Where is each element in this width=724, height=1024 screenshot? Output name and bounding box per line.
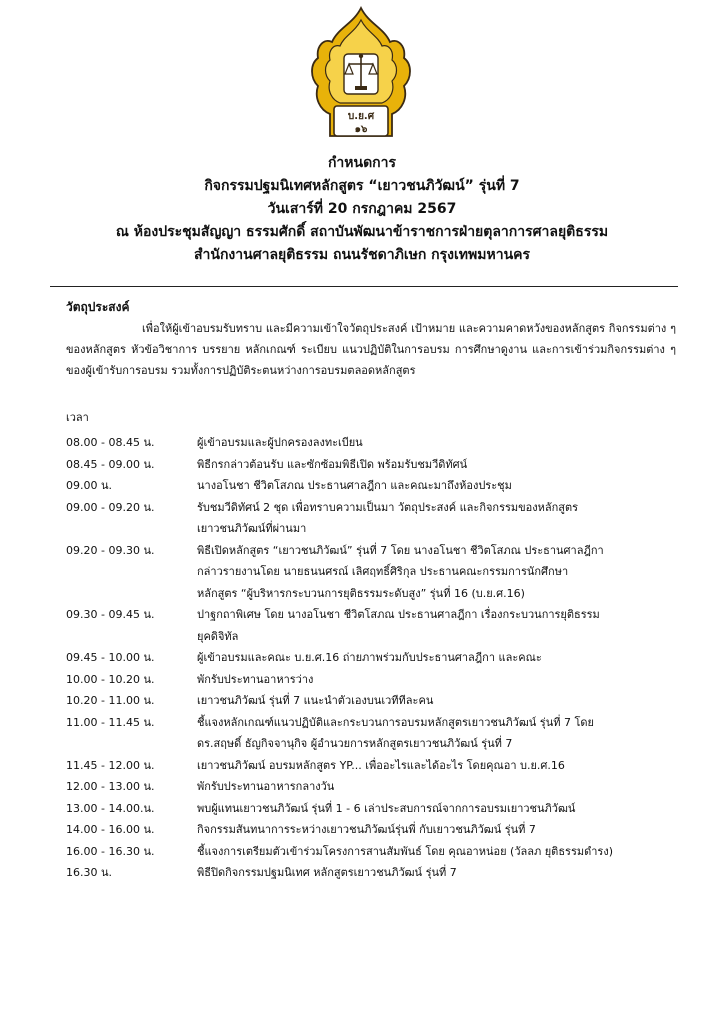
schedule-description	[197, 690, 666, 712]
document-header	[0, 152, 724, 267]
schedule-description-line: พิธีเปิดหลักสูตร “เยาวชนภิวัฒน์” รุ่นที่ 7 โดย นางอโนชา ชีวิตโสภณ ประธานศาลฎีกา	[197, 543, 604, 557]
header-divider	[50, 286, 678, 287]
schedule-description-line: เยาวชนภิวัฒน์ที่ผ่านมา	[197, 522, 307, 535]
schedule-time: 13.00 - 14.00.น.	[66, 801, 155, 815]
schedule-description-line: พักรับประทานอาหารกลางวัน	[197, 780, 335, 793]
schedule-time: 10.00 - 10.20 น.	[66, 672, 155, 686]
schedule-description-line: เยาวชนภิวัฒน์ อบรมหลักสูตร YP... เพื่ออะไรและได้อะไร โดยคุณอา บ.ย.ศ.16	[197, 758, 565, 772]
schedule-row	[66, 712, 666, 755]
schedule-row	[66, 475, 666, 497]
schedule-time: 09.45 - 10.00 น.	[66, 651, 155, 664]
schedule-row	[66, 755, 666, 777]
schedule-time: 08.00 - 08.45 น.	[66, 436, 155, 449]
schedule-description-line: รับชมวีดิทัศน์ 2 ชุด เพื่อทราบความเป็นมา วัตถุประสงค์ และกิจกรรมของหลักสูตร	[197, 500, 579, 514]
schedule-time: 11.45 - 12.00 น.	[66, 758, 155, 772]
schedule-description-line: ดร.สฤษดิ์ ธัญกิจจานุกิจ ผู้อำนวยการหลักสูตรเยาวชนภิวัฒน์ รุ่นที่ 7	[197, 737, 513, 750]
schedule-time: 09.00 - 09.20 น.	[66, 500, 155, 514]
schedule-description	[197, 798, 666, 820]
schedule-row	[66, 669, 666, 691]
schedule-row	[66, 540, 666, 605]
schedule-row	[66, 798, 666, 820]
schedule-description-line: ผู้เข้าอบรมและคณะ บ.ย.ศ.16 ถ่ายภาพร่วมกับประธานศาลฎีกา และคณะ	[197, 651, 542, 664]
schedule-description-line: กล่าวรายงานโดย นายธนนศรณ์ เลิศฤทธิ์ศิริกุล ประธานคณะกรรมการนักศึกษา	[197, 565, 569, 578]
schedule-row	[66, 432, 666, 454]
schedule-description	[197, 712, 666, 755]
objective-paragraph: เพื่อให้ผู้เข้าอบรมรับทราบ และมีความเข้าใจวัตถุประสงค์ เป้าหมาย และความคาดหวังของหลักสูตร กิจกรรมต่าง ๆ ของหลักสูตร หัวข้อวิชาการ บรรยาย หลักเกณฑ์ ระเบียบ แนวปฏิบัติในการอบรม การศึกษาดูงาน และการเข้าร่วมกิจกรรมต่าง ๆ ของผู้เข้ารับการอบรม รวมทั้งการปฏิบัติระตนหว่างการอบรมตลอดหลักสูตร	[66, 322, 676, 377]
document-title: กำหนดการ	[327, 155, 397, 171]
schedule-description	[197, 432, 666, 454]
schedule-row	[66, 604, 666, 647]
schedule-description	[197, 755, 666, 777]
schedule-description	[197, 841, 666, 863]
event-location: สำนักงานศาลยุติธรรม ถนนรัชดาภิเษก กรุงเทพมหานคร	[193, 247, 531, 263]
event-venue: ณ ห้องประชุมสัญญา ธรรมศักดิ์ สถาบันพัฒนาข้าราชการฝ่ายตุลาการศาลยุติธรรม	[115, 224, 609, 240]
schedule-time: 09.00 น.	[66, 479, 113, 492]
schedule-description-line: กิจกรรมสันทนาการระหว่างเยาวชนภิวัฒน์รุ่นพี่ กับเยาวชนภิวัฒน์ รุ่นที่ 7	[197, 823, 536, 836]
schedule-description	[197, 862, 666, 884]
schedule-description	[197, 776, 666, 798]
schedule-description-line: ยุคดิจิทัล	[197, 629, 239, 643]
schedule-description	[197, 819, 666, 841]
event-date: วันเสาร์ที่ 20 กรกฎาคม 2567	[267, 201, 457, 217]
schedule-description-line: นางอโนชา ชีวิตโสภณ ประธานศาลฎีกา และคณะมาถึงห้องประชุม	[197, 479, 512, 492]
schedule-description	[197, 475, 666, 497]
schedule-description	[197, 669, 666, 691]
schedule-description-line: พิธีกรกล่าวต้อนรับ และซักซ้อมพิธีเปิด พร้อมรับชมวีดิทัศน์	[197, 457, 468, 471]
schedule-time: 16.00 - 16.30 น.	[66, 844, 155, 858]
objective-heading: วัตถุประสงค์	[66, 300, 130, 314]
schedule-row	[66, 497, 666, 540]
schedule-description-line: หลักสูตร “ผู้บริหารกระบวนการยุติธรรมระดับสูง” รุ่นที่ 16 (บ.ย.ศ.16)	[197, 586, 525, 600]
svg-text:๑๖: ๑๖	[354, 124, 368, 135]
schedule-time: 10.20 - 11.00 น.	[66, 694, 155, 707]
schedule-row	[66, 862, 666, 884]
schedule-description-line: ชี้แจงการเตรียมตัวเข้าร่วมโครงการสานสัมพันธ์ โดย คุณอาหน่อย (วัลลภ ยุติธรรมดำรง)	[197, 844, 614, 858]
schedule-row	[66, 647, 666, 669]
schedule-description	[197, 497, 666, 540]
program-name: กิจกรรมปฐมนิเทศหลักสูตร “เยาวชนภิวัฒน์” รุ่นที่ 7	[204, 178, 520, 194]
schedule-row	[66, 819, 666, 841]
schedule-time: 16.30 น.	[66, 866, 113, 879]
schedule-row	[66, 841, 666, 863]
svg-text:บ.ย.ศ: บ.ย.ศ	[347, 111, 375, 122]
schedule-time: 14.00 - 16.00 น.	[66, 823, 155, 836]
schedule-description-line: เยาวชนภิวัฒน์ รุ่นที่ 7 แนะนำตัวเองบนเวทีทีละคน	[197, 694, 434, 707]
schedule-description-line: ชี้แจงหลักเกณฑ์แนวปฏิบัติและกระบวนการอบรมหลักสูตรเยาวชนภิวัฒน์ รุ่นที่ 7 โดย	[197, 715, 594, 729]
schedule-row	[66, 776, 666, 798]
schedule-description-line: พิธีปิดกิจกรรมปฐมนิเทศ หลักสูตรเยาวชนภิวัฒน์ รุ่นที่ 7	[197, 866, 457, 879]
schedule-time: 09.30 - 09.45 น.	[66, 608, 155, 621]
schedule-description	[197, 604, 666, 647]
schedule-description-line: ปาฐกถาพิเศษ โดย นางอโนชา ชีวิตโสภณ ประธานศาลฎีกา เรื่องกระบวนการยุติธรรม	[197, 608, 600, 621]
schedule-description	[197, 454, 666, 476]
schedule-row	[66, 454, 666, 476]
schedule-time: 11.00 - 11.45 น.	[66, 715, 155, 729]
schedule-description	[197, 540, 666, 605]
schedule-description-line: ผู้เข้าอบรมและผู้ปกครองลงทะเบียน	[197, 436, 363, 449]
schedule-description-line: พักรับประทานอาหารว่าง	[197, 672, 314, 686]
schedule-list	[66, 432, 666, 884]
schedule-time: 12.00 - 13.00 น.	[66, 780, 155, 793]
schedule-time: 09.20 - 09.30 น.	[66, 543, 155, 557]
schedule-description	[197, 647, 666, 669]
schedule-description-line: พบผู้แทนเยาวชนภิวัฒน์ รุ่นที่ 1 - 6 เล่าประสบการณ์จากการอบรมเยาวชนภิวัฒน์	[197, 801, 576, 815]
schedule-row	[66, 690, 666, 712]
time-column-header: เวลา	[66, 411, 89, 424]
schedule-time: 08.45 - 09.00 น.	[66, 457, 155, 471]
court-seal-icon	[306, 6, 416, 144]
